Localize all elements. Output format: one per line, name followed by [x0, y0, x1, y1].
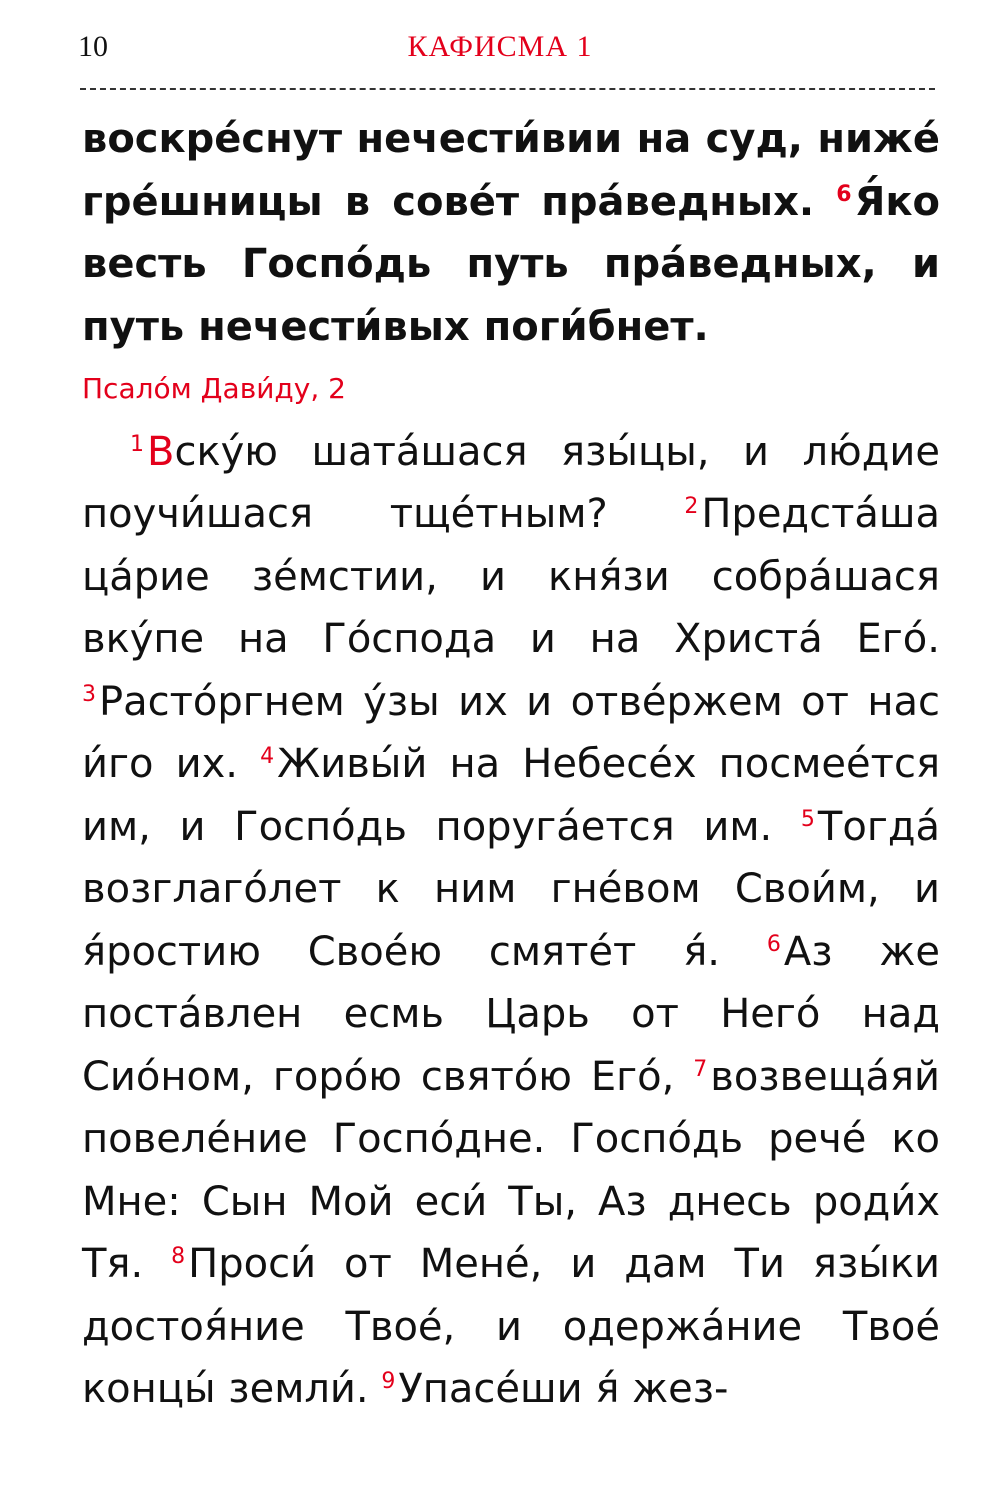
initial-letter: В — [147, 428, 175, 475]
verse-text: Живы́й на Небесе́х посмее́тся им, и Госпо́дь поруга́ется им. — [82, 741, 941, 850]
verse-text: Я́ко весть Госпо́дь путь пра́ведных, и путь нечести́вых поги́бнет. — [82, 178, 940, 350]
verse-number: 5 — [800, 806, 815, 832]
verse-number: 3 — [82, 681, 96, 707]
verse-text: возвеща́яй повеле́ние Госпо́дне. Госпо́дь рече́ ко Мне: Сын Мой еси́ Ты, Аз днесь роди́х Тя. — [82, 1053, 940, 1287]
verse-text: Предста́ша ца́рие зе́мстии, и кня́зи собра́шася вку́пе на Го́спода и на Христа́ Его́. — [82, 491, 940, 662]
verse-number: 1 — [130, 431, 144, 457]
verse-number: 4 — [260, 744, 275, 769]
verse-number: 8 — [171, 1244, 186, 1269]
page-body — [82, 108, 940, 1421]
header-divider — [80, 88, 935, 90]
verse-text: ску́ю шата́шася язы́цы, и лю́дие поучи́шася тще́тным? — [82, 428, 940, 537]
verse-number: 9 — [381, 1369, 396, 1394]
intro-text: воскре́снут нечести́вии на суд, ниже́ гре́шницы в сове́т пра́ведных. — [82, 116, 940, 225]
psalm-2-text — [82, 421, 940, 1421]
verse-text: Расто́ргнем у́зы их и отве́ржем от нас и́го их. — [82, 678, 940, 787]
verse-text: Аз же поста́влен есмь Царь от Него́ над Сио́ном, горо́ю свято́ю Его́, — [82, 928, 940, 1100]
running-title: КАФИСМА 1 — [407, 30, 593, 63]
verse-text: Проси́ от Мене́, и дам Ти язы́ки достоя́ние Твое́, и одержа́ние Твое́ концы́ земли́. — [82, 1241, 940, 1412]
psalm-heading: Псало́м Дави́ду, 2 — [82, 372, 346, 405]
verse-number: 2 — [684, 494, 699, 519]
verse-number: 6 — [836, 181, 852, 207]
verse-number: 7 — [693, 1056, 708, 1082]
verse-number: 6 — [766, 931, 781, 957]
verse-text: Тогда́ возглаго́лет к ним гне́вом Свои́м, и я́ростию Свое́ю смяте́т я́. — [82, 803, 940, 975]
verse-text: Упасе́ши я́ жез- — [398, 1366, 729, 1412]
psalm-1-continuation — [82, 108, 940, 358]
page-number: 10 — [78, 30, 108, 63]
